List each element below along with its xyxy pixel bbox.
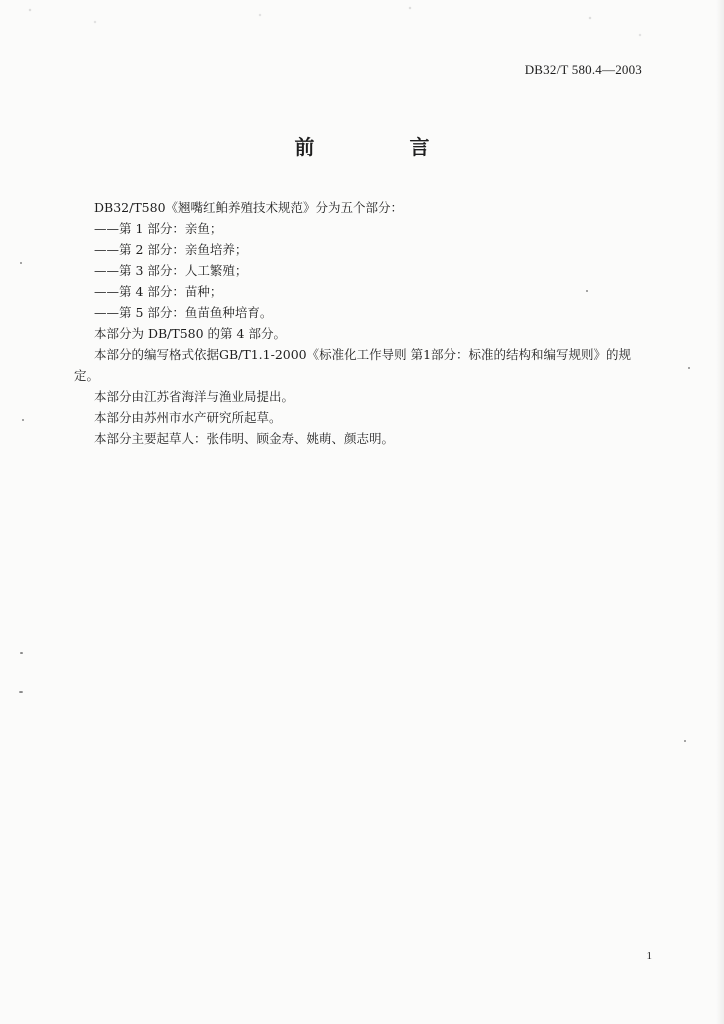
body-line: DB32/T580《翘嘴红鲌养殖技术规范》分为五个部分： [94, 200, 404, 215]
document-code: DB32/T 580.4—2003 [524, 62, 642, 77]
scan-speck [688, 367, 690, 369]
body-line: ——第 1 部分：亲鱼； [94, 221, 223, 236]
scan-speck [586, 290, 588, 292]
page-number: 1 [646, 950, 652, 962]
body-line: 本部分的编写格式依据GB/T1.1-2000《标准化工作导则 第1部分：标准的结构和编写规则》的规 [94, 347, 632, 362]
scan-noise [0, 0, 724, 60]
body-line: ——第 2 部分：亲鱼培养； [94, 242, 248, 257]
document-body [74, 197, 652, 449]
body-line: 定。 [74, 368, 100, 383]
body-line: ——第 4 部分：苗种； [94, 284, 223, 299]
scan-speck [22, 419, 24, 421]
scan-speck [684, 740, 686, 742]
body-line: 本部分由苏州市水产研究所起草。 [94, 410, 282, 425]
body-line: 本部分主要起草人：张伟明、顾金寿、姚萌、颜志明。 [94, 431, 395, 446]
body-line: ——第 3 部分：人工繁殖； [94, 263, 248, 278]
body-line: 本部分为 DB/T580 的第 4 部分。 [94, 326, 286, 341]
body-line: 本部分由江苏省海洋与渔业局提出。 [94, 389, 295, 404]
body-line: ——第 5 部分：鱼苗鱼种培育。 [94, 305, 273, 320]
scan-speck [19, 691, 23, 693]
scan-speck [20, 652, 23, 654]
scan-speck [20, 262, 22, 264]
page-title: 前 言 [294, 135, 474, 159]
